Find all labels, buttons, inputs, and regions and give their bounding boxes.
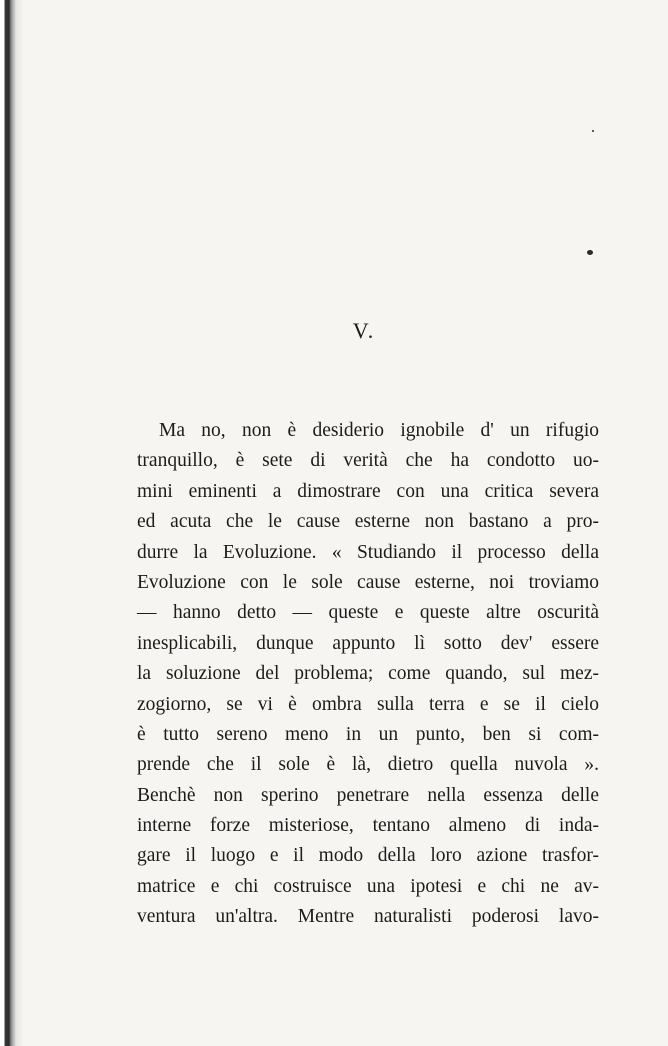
text-line: Ma no, non è desiderio ignobile d' un rifugio	[159, 420, 599, 441]
text-line: zogiorno, se vi è ombra sulla terra e se il cielo	[137, 693, 599, 715]
text-line: ventura un'altra. Mentre naturalisti poderosi lavo-	[137, 906, 599, 928]
text-line: Evoluzione con le sole cause esterne, noi troviamo	[137, 571, 599, 593]
text-line: tranquillo, è sete di verità che ha condotto uo-	[137, 450, 599, 472]
page-binding-edge	[0, 0, 24, 1046]
text-line: matrice e chi costruisce una ipotesi e chi ne av-	[137, 875, 599, 897]
ink-speck	[592, 130, 594, 132]
ink-speck	[587, 250, 593, 255]
body-paragraph	[137, 416, 599, 933]
text-line: gare il luogo e il modo della loro azione trasfor-	[137, 845, 599, 867]
text-line: inesplicabili, dunque appunto lì sotto dev' essere	[137, 632, 599, 654]
text-line: — hanno detto — queste e queste altre oscurità	[137, 602, 599, 624]
text-line: è tutto sereno meno in un punto, ben si com-	[137, 723, 599, 745]
chapter-heading: V.	[352, 318, 376, 343]
text-line: Benchè non sperino penetrare nella essenza delle	[137, 784, 599, 806]
text-line: ed acuta che le cause esterne non bastano a pro-	[137, 511, 599, 533]
text-line: mini eminenti a dimostrare con una critica severa	[137, 480, 599, 502]
text-line: prende che il sole è là, dietro quella nuvola ».	[137, 754, 599, 776]
text-line: la soluzione del problema; come quando, sul mez-	[137, 663, 599, 685]
text-line: interne forze misteriose, tentano almeno di inda-	[137, 815, 599, 837]
text-line: durre la Evoluzione. « Studiando il processo della	[137, 541, 599, 563]
